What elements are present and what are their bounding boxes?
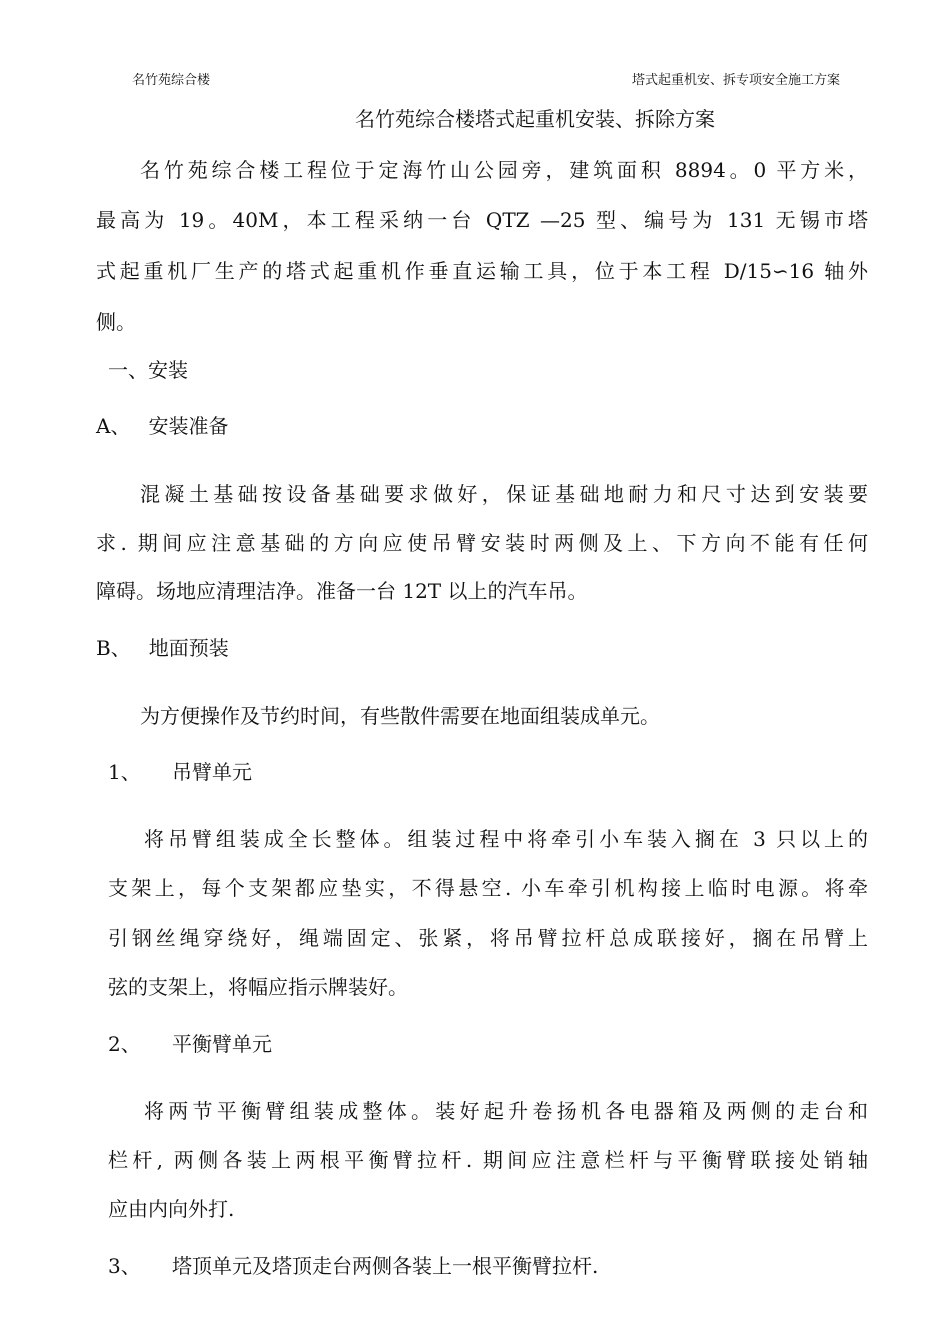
para-a-line-1: 混凝土基础按设备基础要求做好，保证基础地耐力和尺寸达到安装要 [140,482,868,506]
item-3-number: 3、 [108,1254,141,1278]
document-title: 名竹苑综合楼塔式起重机安装、拆除方案 [355,107,715,131]
para-1-line-3: 引钢丝绳穿绕好，绳端固定、张紧，将吊臂拉杆总成联接好，搁在吊臂上 [108,926,868,950]
section-heading-install: 一、安装 [108,358,188,382]
intro-line-3: 式起重机厂生产的塔式起重机作垂直运输工具，位于本工程 D/15∽16 轴外 [96,259,868,283]
item-1-heading [108,759,252,785]
para-a-line-2: 求. 期间应注意基础的方向应使吊臂安装时两侧及上、下方向不能有任何 [96,531,868,555]
item-1-number: 1、 [108,760,141,784]
section-b-title: 地面预装 [148,636,229,660]
section-a-label: A、 [96,414,131,438]
item-2-heading [108,1031,272,1057]
para-2-line-3: 应由内向外打. [108,1197,235,1221]
para-1-line-2: 支架上，每个支架都应垫实，不得悬空. 小车牵引机构接上临时电源。将牵 [108,876,868,900]
header-right: 塔式起重机安、拆专项安全施工方案 [631,73,840,88]
intro-line-1: 名竹苑综合楼工程位于定海竹山公园旁，建筑面积 8894。0 平方米， [140,158,868,182]
para-a-line-3: 障碍。场地应清理洁净。准备一台 12T 以上的汽车吊。 [96,579,588,603]
para-1-line-4: 弦的支架上，将幅应指示牌装好。 [108,975,408,999]
header-left: 名竹苑综合楼 [132,73,211,88]
intro-line-2: 最高为 19。40M，本工程采纳一台 QTZ —25 型、编号为 131 无锡市塔 [96,208,868,232]
section-b-label: B、 [96,636,131,660]
para-b: 为方便操作及节约时间，有些散件需要在地面组装成单元。 [140,704,660,728]
item-2-title: 平衡臂单元 [172,1032,272,1056]
item-3-heading [108,1253,598,1279]
para-2-line-1: 将两节平衡臂组装成整体。装好起升卷扬机各电器箱及两侧的走台和 [144,1099,868,1123]
section-a-heading [96,413,228,439]
item-2-number: 2、 [108,1032,141,1056]
item-1-title: 吊臂单元 [172,760,252,784]
intro-line-4: 侧。 [96,310,136,334]
section-a-title: 安装准备 [148,414,229,438]
para-1-line-1: 将吊臂组装成全长整体。组装过程中将牵引小车装入搁在 3 只以上的 [144,827,868,851]
item-3-title: 塔顶单元及塔顶走台两侧各装上一根平衡臂拉杆. [172,1254,599,1278]
para-2-line-2: 栏杆, 两侧各装上两根平衡臂拉杆. 期间应注意栏杆与平衡臂联接处销轴 [108,1148,868,1172]
section-b-heading [96,635,229,661]
